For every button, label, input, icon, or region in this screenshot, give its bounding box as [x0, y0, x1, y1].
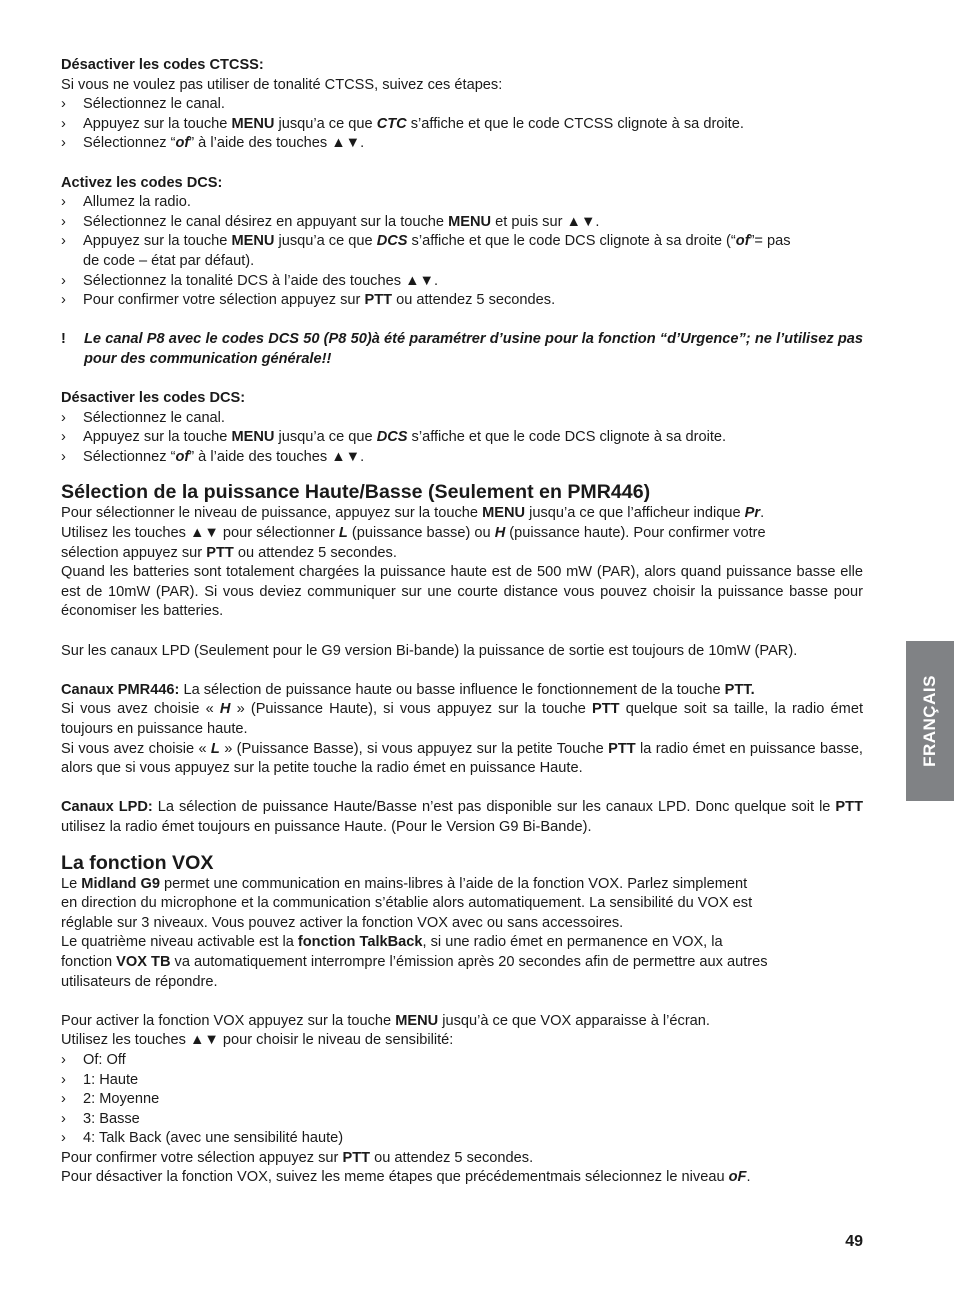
- list-item: › Sélectionnez le canal désirez en appuyant sur la touche MENU et puis sur ▲▼.: [61, 213, 600, 230]
- paragraph: Pour activer la fonction VOX appuyez sur la touche MENU jusqu’à ce que VOX apparaisse à l’écran.: [61, 1012, 710, 1029]
- paragraph: Utilisez les touches ▲▼ pour choisir le niveau de sensibilité:: [61, 1032, 454, 1049]
- paragraph: Pour désactiver la fonction VOX, suivez les meme étapes que précédementmais sélecionnez le niveau oF.: [61, 1169, 751, 1186]
- paragraph: Le Midland G9 permet une communication en mains-libres à l’aide de la fonction VOX. Parlez simplement: [61, 875, 748, 892]
- paragraph: Le quatrième niveau activable est la fonction TalkBack, si une radio émet en permanence en VOX, la: [61, 934, 723, 951]
- warning-note: ! Le canal P8 avec le codes DCS 50 (P8 50)à été paramétrer d’usine pour la fonction “d’Urgence”; ne l’utilisez pas pour des communication générale!!: [61, 331, 863, 367]
- page-number: 49: [845, 1233, 863, 1250]
- paragraph: Utilisez les touches ▲▼ pour sélectionner L (puissance basse) ou H (puissance haute). Pour confirmer votre: [61, 525, 766, 542]
- list-item: › Sélectionnez la tonalité DCS à l’aide des touches ▲▼.: [61, 272, 439, 289]
- paragraph: Quand les batteries sont totalement chargées la puissance haute est de 500 mW (PAR), alors quand puissance basse elle est de 10mW (PAR). Si vous deviez communiquer sur une courte distance vous pouvez choisir la puissance basse pour économiser les batteries.: [61, 564, 863, 620]
- paragraph: Sur les canaux LPD (Seulement pour le G9 version Bi-bande) la puissance de sortie est toujours de 10mW (PAR).: [61, 642, 798, 659]
- list-item: › Sélectionnez “of” à l’aide des touches ▲▼.: [61, 135, 365, 152]
- heading-power-selection: Sélection de la puissance Haute/Basse (Seulement en PMR446): [61, 481, 651, 504]
- paragraph: utilisateurs de répondre.: [61, 973, 218, 990]
- paragraph-lpd: Canaux LPD: La sélection de puissance Haute/Basse n’est pas disponible sur les canaux LPD. Donc quelque soit le PTT utilisez la radio émet toujours en puissance Haute. (Pour le Version G9 Bi-Bande).: [61, 799, 863, 835]
- list-item: › 4: Talk Back (avec une sensibilité haute): [61, 1130, 344, 1147]
- list-item: › Sélectionnez le canal.: [61, 409, 225, 426]
- language-label: FRANÇAIS: [920, 675, 939, 767]
- list-item: › Of: Off: [61, 1051, 126, 1068]
- paragraph: fonction VOX TB va automatiquement interrompre l’émission après 20 secondes afin de permettre aux autres: [61, 953, 768, 970]
- paragraph: sélection appuyez sur PTT ou attendez 5 secondes.: [61, 544, 397, 561]
- paragraph: Pour confirmer votre sélection appuyez sur PTT ou attendez 5 secondes.: [61, 1149, 534, 1166]
- paragraph-pmr446: Canaux PMR446: La sélection de puissance haute ou basse influence le fonctionnement de la touche PTT.: [61, 681, 755, 698]
- list-item: › Pour confirmer votre sélection appuyez sur PTT ou attendez 5 secondes.: [61, 292, 556, 309]
- list-item: › 1: Haute: [61, 1071, 139, 1088]
- list-item: › Appuyez sur la touche MENU jusqu’a ce que DCS s’affiche et que le code DCS clignote à sa droite.: [61, 429, 727, 446]
- list-item: › Allumez la radio.: [61, 194, 191, 211]
- paragraph: Si vous avez choisie « L » (Puissance Basse), si vous appuyez sur la petite Touche PTT la radio émet en puissance basse, alors que si vous appuyez sur la petite touche la radio émet en puissance Haute.: [61, 740, 863, 777]
- heading-enable-dcs: Activez les codes DCS:: [61, 174, 223, 191]
- language-side-tab: [906, 641, 954, 801]
- paragraph: Si vous avez choisie « H » (Puissance Haute), si vous appuyez sur la touche PTT quelque soit sa taille, la radio émet toujours en puissance haute.: [61, 701, 863, 737]
- paragraph: Si vous ne voulez pas utiliser de tonalité CTCSS, suivez ces étapes:: [61, 76, 503, 93]
- list-item: › Appuyez sur la touche MENU jusqu’a ce que CTC s’affiche et que le code CTCSS clignote à sa droite.: [61, 115, 744, 132]
- page-content: [61, 56, 863, 1188]
- paragraph: en direction du microphone et la communication s’établie alors automatiquement. La sensibilité du VOX est: [61, 895, 753, 912]
- list-item: › Appuyez sur la touche MENU jusqu’a ce que DCS s’affiche et que le code DCS clignote à sa droite (“of”= pas de code – état par défaut).: [61, 233, 791, 269]
- list-item: › Sélectionnez le canal.: [61, 96, 225, 113]
- list-item: › Sélectionnez “of” à l’aide des touches ▲▼.: [61, 448, 365, 465]
- list-item: › 2: Moyenne: [61, 1091, 160, 1108]
- paragraph: réglable sur 3 niveaux. Vous pouvez activer la fonction VOX avec ou sans accessoires.: [61, 914, 624, 931]
- paragraph: Pour sélectionner le niveau de puissance, appuyez sur la touche MENU jusqu’a ce que l’afficheur indique Pr.: [61, 505, 765, 522]
- heading-disable-ctcss: Désactiver les codes CTCSS:: [61, 57, 264, 73]
- heading-disable-dcs: Désactiver les codes DCS:: [61, 390, 246, 407]
- heading-vox: La fonction VOX: [61, 851, 214, 874]
- list-item: › 3: Basse: [61, 1110, 140, 1127]
